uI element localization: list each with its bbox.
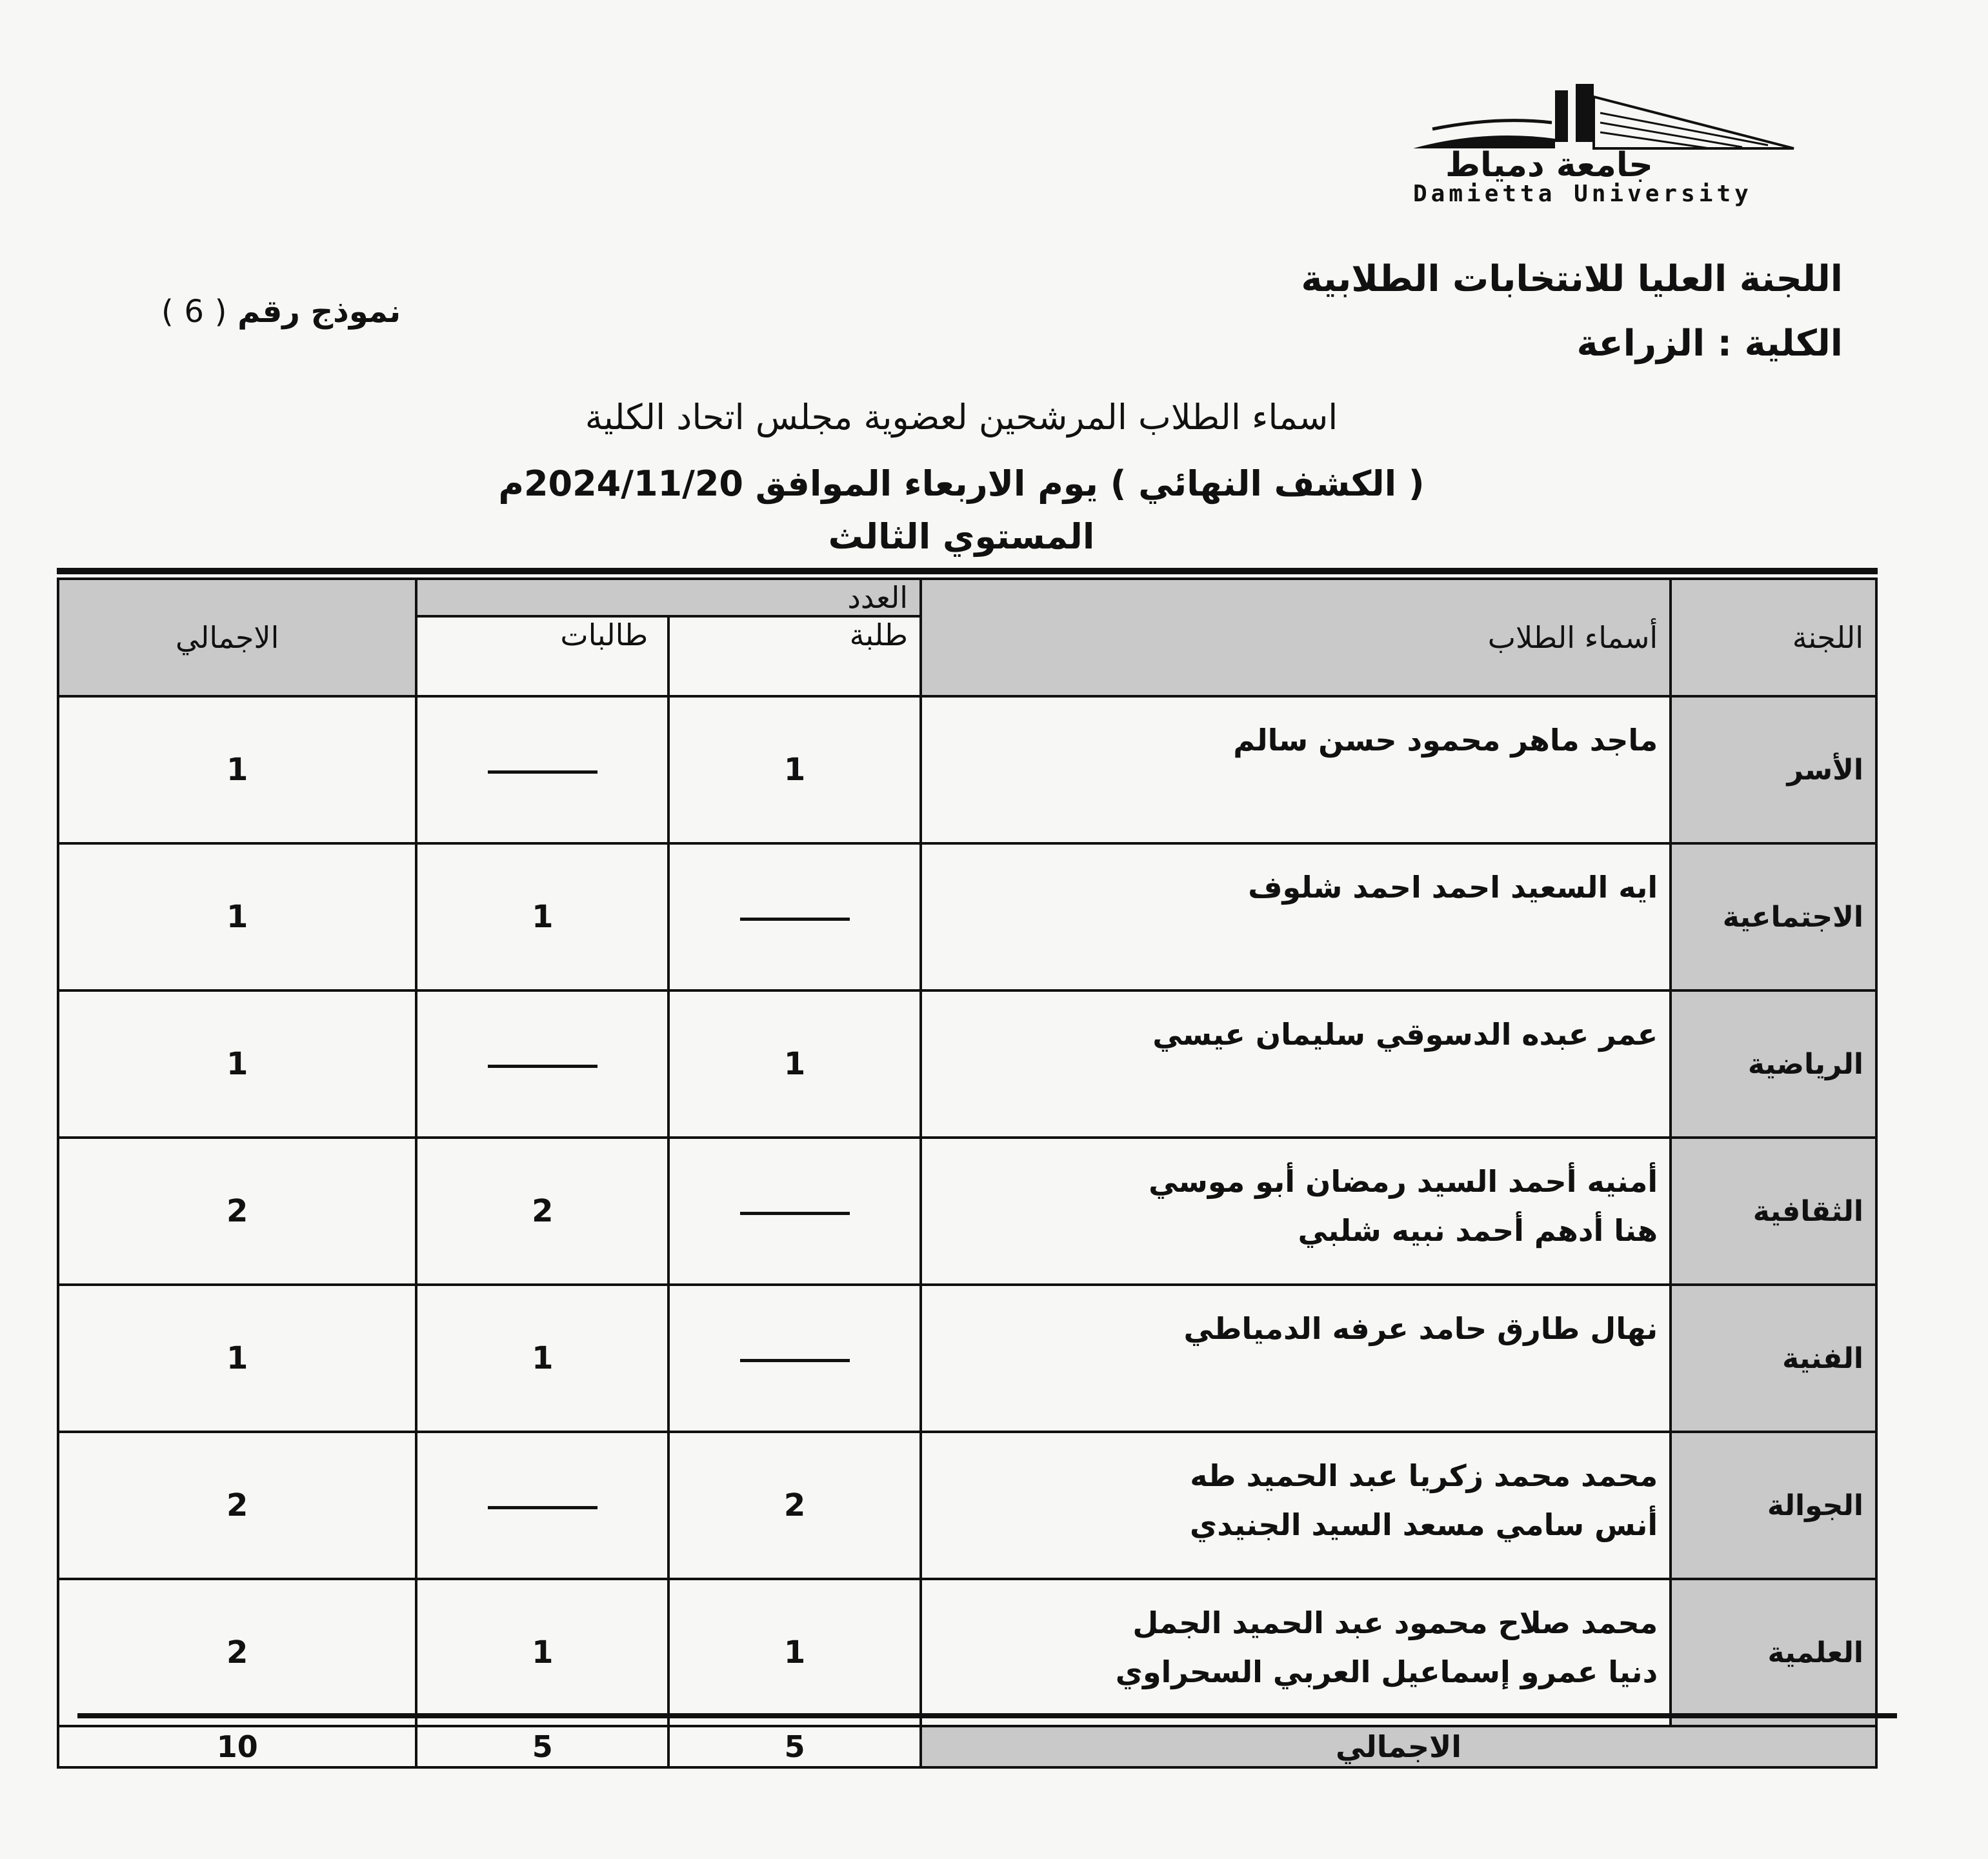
candidate-name: ايه السعيد احمد احمد شلوف: [1248, 870, 1658, 905]
table-row: [58, 990, 1876, 1138]
row-committee: الفنية: [1671, 1285, 1876, 1432]
header-names: أسماء الطلاب: [921, 579, 1671, 696]
row-names: [921, 843, 1671, 990]
row-female-count: [416, 1432, 668, 1579]
row-male-count: 1: [668, 990, 921, 1138]
candidate-name: محمد صلاح محمود عبد الحميد الجمل: [1132, 1605, 1658, 1640]
table-top-border: [57, 568, 1878, 574]
row-male-count: [668, 1138, 921, 1285]
university-logo: [1407, 84, 1807, 206]
table-row: [58, 843, 1876, 990]
row-female-count: [416, 696, 668, 843]
row-total-count: 1: [58, 1285, 416, 1432]
row-total-count: 1: [58, 696, 416, 843]
row-committee: الأسر: [1671, 696, 1876, 843]
candidates-table: [57, 578, 1878, 1769]
logo-english-name: Damietta University: [1413, 181, 1752, 207]
footer-female-total: 5: [416, 1726, 668, 1767]
title-line-1: اسماء الطلاب المرشحين لعضوية مجلس اتحاد الكلية: [585, 397, 1338, 437]
row-total-count: 2: [58, 1138, 416, 1285]
header-committee: اللجنة: [1671, 579, 1876, 696]
model-close-paren: ): [161, 294, 174, 330]
table-row: [58, 696, 1876, 843]
table-row: [58, 1579, 1876, 1726]
row-female-count: 2: [416, 1138, 668, 1285]
row-total-count: 1: [58, 843, 416, 990]
row-female-count: [416, 990, 668, 1138]
row-total-count: 1: [58, 990, 416, 1138]
header-count: العدد: [416, 579, 921, 616]
candidate-name: أنس سامي مسعد السيد الجنيدي: [1190, 1507, 1658, 1542]
row-committee: الاجتماعية: [1671, 843, 1876, 990]
row-names: [921, 1285, 1671, 1432]
candidate-name: نهال طارق حامد عرفه الدمياطي: [1183, 1311, 1658, 1346]
candidate-name: أمنيه أحمد السيد رمضان أبو موسي: [1149, 1164, 1658, 1199]
candidate-name: محمد محمد زكريا عبد الحميد طه: [1190, 1458, 1658, 1493]
committee-heading: اللجنة العليا للانتخابات الطلابية: [1301, 258, 1843, 300]
title-line-2: ( الكشف النهائي ) يوم الاربعاء الموافق 2024/11/20م: [498, 463, 1425, 504]
model-number-value: 6: [184, 294, 204, 330]
table-bottom-border: [77, 1713, 1897, 1718]
row-male-count: 1: [668, 696, 921, 843]
empty-dash: [740, 1212, 850, 1215]
row-names: [921, 696, 1671, 843]
empty-dash: [740, 918, 850, 921]
candidate-name: عمر عبده الدسوقي سليمان عيسي: [1152, 1017, 1658, 1052]
empty-dash: [740, 1359, 850, 1362]
empty-dash: [488, 1506, 597, 1509]
row-committee: الثقافية: [1671, 1138, 1876, 1285]
row-female-count: 1: [416, 1579, 668, 1726]
footer-total-label: الاجمالي: [921, 1726, 1876, 1767]
row-committee: الجوالة: [1671, 1432, 1876, 1579]
row-total-count: 2: [58, 1432, 416, 1579]
header-female: طالبات: [416, 616, 668, 696]
candidate-name: دنيا عمرو إسماعيل العربي السحراوي: [1115, 1654, 1658, 1689]
model-open-paren: (: [214, 294, 227, 330]
row-committee: الرياضية: [1671, 990, 1876, 1138]
row-male-count: [668, 843, 921, 990]
title-line-3: المستوي الثالث: [828, 516, 1095, 557]
row-names: [921, 1432, 1671, 1579]
row-total-count: 2: [58, 1579, 416, 1726]
row-names: [921, 1579, 1671, 1726]
footer-male-total: 5: [668, 1726, 921, 1767]
logo-arabic-name: جامعة دمياط: [1445, 146, 1653, 185]
faculty-heading: الكلية : الزراعة: [1576, 323, 1843, 365]
table-row: [58, 1138, 1876, 1285]
row-female-count: 1: [416, 1285, 668, 1432]
model-number: [161, 294, 401, 330]
footer-grand-total: 10: [58, 1726, 416, 1767]
empty-dash: [488, 1065, 597, 1068]
empty-dash: [488, 770, 597, 774]
candidate-name: هنا أدهم أحمد نبيه شلبي: [1298, 1213, 1658, 1248]
model-label: نموذج رقم: [237, 294, 401, 330]
building-emblem-icon: [1407, 84, 1807, 155]
header-total: الاجمالي: [58, 579, 416, 696]
table-row: [58, 1432, 1876, 1579]
row-names: [921, 990, 1671, 1138]
header-male: طلبة: [668, 616, 921, 696]
row-committee: العلمية: [1671, 1579, 1876, 1726]
row-names: [921, 1138, 1671, 1285]
row-male-count: 1: [668, 1579, 921, 1726]
row-female-count: 1: [416, 843, 668, 990]
candidate-name: ماجد ماهر محمود حسن سالم: [1233, 723, 1658, 758]
row-male-count: 2: [668, 1432, 921, 1579]
table-row: [58, 1285, 1876, 1432]
row-male-count: [668, 1285, 921, 1432]
